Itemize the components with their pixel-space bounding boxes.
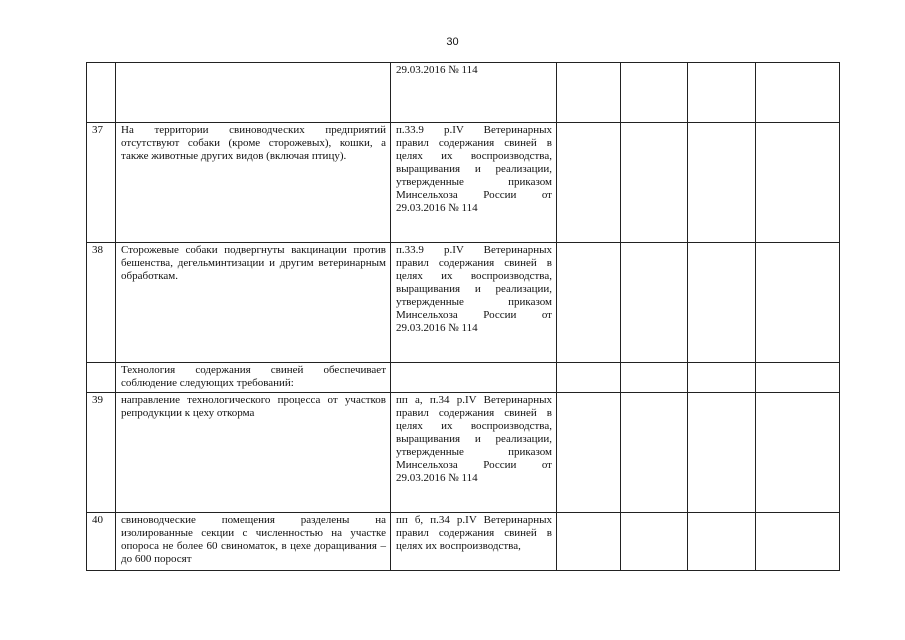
legal-reference-cell: п.33.9 р.IV Ветеринарных правил содержания свиней в целях их воспроизводства, выращивания и реализации, утвержденные приказом Минсельхоза России от 29.03.2016 № 114 bbox=[391, 123, 557, 243]
requirement-cell: На территории свиноводческих предприятий отсутствуют собаки (кроме сторожевых), кошки, а также животные других видов (включая птицу). bbox=[116, 123, 391, 243]
requirement-cell bbox=[116, 63, 391, 123]
empty-answer-cell bbox=[756, 393, 840, 513]
empty-answer-cell bbox=[688, 63, 756, 123]
row-number-cell bbox=[87, 63, 116, 123]
table-row bbox=[87, 243, 840, 363]
empty-answer-cell bbox=[557, 63, 621, 123]
empty-answer-cell bbox=[688, 393, 756, 513]
empty-answer-cell bbox=[557, 243, 621, 363]
empty-answer-cell bbox=[621, 123, 688, 243]
empty-answer-cell bbox=[621, 393, 688, 513]
requirement-cell: Сторожевые собаки подвергнуты вакцинации против бешенства, дегельминтизации и другим ветеринарным обработкам. bbox=[116, 243, 391, 363]
legal-reference-cell: п.33.9 р.IV Ветеринарных правил содержания свиней в целях их воспроизводства, выращивания и реализации, утвержденные приказом Минсельхоза России от 29.03.2016 № 114 bbox=[391, 243, 557, 363]
empty-answer-cell bbox=[621, 243, 688, 363]
requirement-cell: Технология содержания свиней обеспечивает соблюдение следующих требований: bbox=[116, 363, 391, 393]
empty-answer-cell bbox=[756, 363, 840, 393]
empty-answer-cell bbox=[756, 513, 840, 571]
empty-answer-cell bbox=[688, 123, 756, 243]
legal-reference-cell bbox=[391, 363, 557, 393]
table-row bbox=[87, 513, 840, 571]
empty-answer-cell bbox=[621, 513, 688, 571]
empty-answer-cell bbox=[557, 363, 621, 393]
empty-answer-cell bbox=[557, 513, 621, 571]
row-number-cell: 39 bbox=[87, 393, 116, 513]
legal-reference-cell: пп б, п.34 р.IV Ветеринарных правил содержания свиней в целях их воспроизводства, bbox=[391, 513, 557, 571]
row-number-cell: 40 bbox=[87, 513, 116, 571]
row-number-cell: 37 bbox=[87, 123, 116, 243]
empty-answer-cell bbox=[688, 363, 756, 393]
requirement-cell: свиноводческие помещения разделены на изолированные секции с численностью на участке опороса не более 60 свиноматок, в цехе доращивания – до 600 поросят bbox=[116, 513, 391, 571]
empty-answer-cell bbox=[756, 123, 840, 243]
table-row bbox=[87, 63, 840, 123]
table-row bbox=[87, 393, 840, 513]
table-row bbox=[87, 363, 840, 393]
empty-answer-cell bbox=[756, 243, 840, 363]
page-number: 30 bbox=[446, 36, 459, 48]
row-number-cell bbox=[87, 363, 116, 393]
empty-answer-cell bbox=[557, 393, 621, 513]
empty-answer-cell bbox=[688, 513, 756, 571]
empty-answer-cell bbox=[688, 243, 756, 363]
table-row bbox=[87, 123, 840, 243]
empty-answer-cell bbox=[756, 63, 840, 123]
empty-answer-cell bbox=[557, 123, 621, 243]
requirement-cell: направление технологического процесса от участков репродукции к цеху откорма bbox=[116, 393, 391, 513]
empty-answer-cell bbox=[621, 63, 688, 123]
legal-reference-cell: пп а, п.34 р.IV Ветеринарных правил содержания свиней в целях их воспроизводства, выращивания и реализации, утвержденные приказом Минсельхоза России от 29.03.2016 № 114 bbox=[391, 393, 557, 513]
empty-answer-cell bbox=[621, 363, 688, 393]
row-number-cell: 38 bbox=[87, 243, 116, 363]
checklist-table bbox=[86, 62, 840, 571]
legal-reference-cell: 29.03.2016 № 114 bbox=[391, 63, 557, 123]
